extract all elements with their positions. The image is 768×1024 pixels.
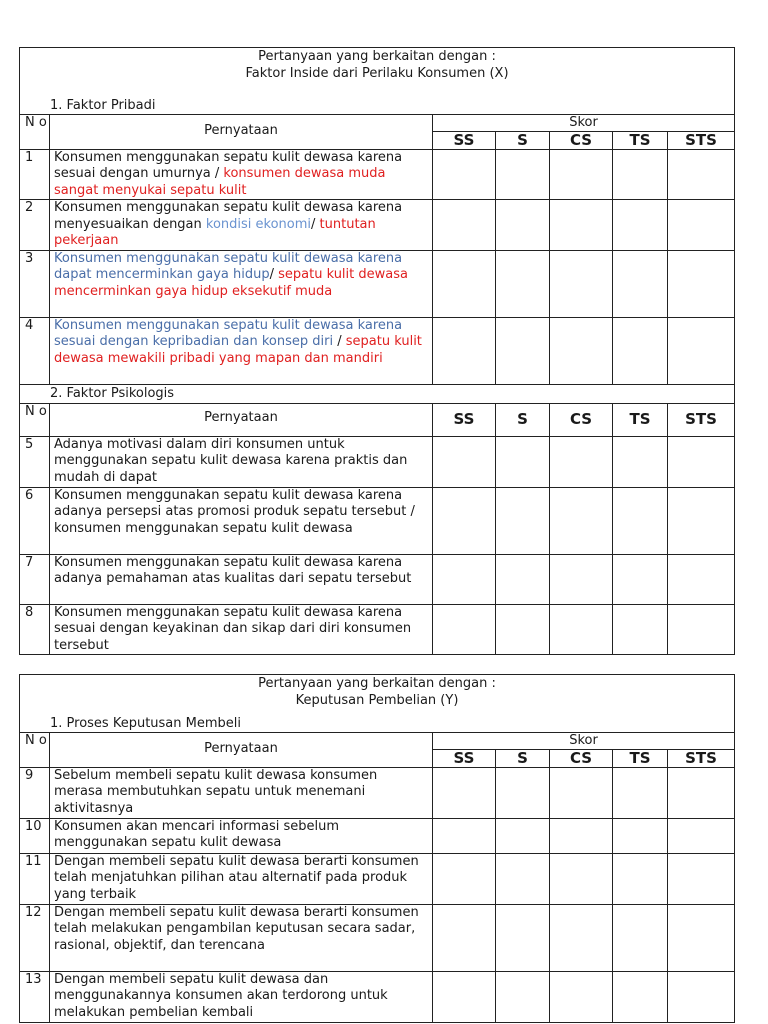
statement-text <box>50 904 433 971</box>
score-cell-ss[interactable] <box>433 971 496 1022</box>
score-cell-ss[interactable] <box>433 149 496 200</box>
score-cell-ts[interactable] <box>613 487 668 554</box>
col-header-statement: Pernyataan <box>50 403 433 436</box>
score-cell-ts[interactable] <box>613 250 668 317</box>
table-x <box>19 47 735 655</box>
scale-header-ss: SS <box>433 403 496 436</box>
row-number: 7 <box>20 554 50 604</box>
score-cell-sts[interactable] <box>668 818 735 853</box>
score-cell-cs[interactable] <box>550 436 613 487</box>
score-cell-sts[interactable] <box>668 200 735 251</box>
score-cell-ts[interactable] <box>613 317 668 384</box>
statement-segment: tuntutan pekerjaan <box>54 216 376 248</box>
statement-segment: / <box>311 216 320 232</box>
table-row <box>20 971 735 1022</box>
statement-text <box>50 853 433 904</box>
table-row <box>20 853 735 904</box>
row-number: 9 <box>20 767 50 818</box>
score-cell-ts[interactable] <box>613 554 668 604</box>
score-cell-s[interactable] <box>496 604 550 655</box>
table-row <box>20 250 735 317</box>
statement-segment: Konsumen menggunakan sepatu kulit dewasa karena dapat mencerminkan gaya hidup <box>54 250 403 282</box>
scale-header-cs: CS <box>550 131 613 149</box>
score-cell-cs[interactable] <box>550 317 613 384</box>
score-cell-s[interactable] <box>496 818 550 853</box>
score-cell-s[interactable] <box>496 149 550 200</box>
scale-header-cs: CS <box>550 403 613 436</box>
statement-segment: sepatu kulit dewasa mencerminkan gaya hidup eksekutif muda <box>54 267 408 299</box>
score-cell-cs[interactable] <box>550 200 613 251</box>
row-number: 3 <box>20 250 50 317</box>
row-number: 8 <box>20 604 50 655</box>
score-cell-s[interactable] <box>496 767 550 818</box>
score-cell-ss[interactable] <box>433 436 496 487</box>
score-cell-ss[interactable] <box>433 487 496 554</box>
statement-segment: / <box>269 267 279 282</box>
statement-text <box>50 818 433 853</box>
table-row <box>20 818 735 853</box>
statement-segment: Konsumen menggunakan sepatu kulit dewasa karena adanya persepsi atas promosi produk sepatu tersebut / konsumen menggunakan sepatu kulit dewasa <box>54 487 415 536</box>
table-row <box>20 904 735 971</box>
scale-header-s: S <box>496 131 550 149</box>
score-cell-ss[interactable] <box>433 250 496 317</box>
row-number: 6 <box>20 487 50 554</box>
statement-segment: / <box>333 334 346 349</box>
score-cell-s[interactable] <box>496 554 550 604</box>
score-cell-cs[interactable] <box>550 818 613 853</box>
score-cell-sts[interactable] <box>668 250 735 317</box>
score-cell-sts[interactable] <box>668 904 735 971</box>
statement-segment: Konsumen menggunakan sepatu kulit dewasa karena sesuai dengan kepribadian dan konsep diri <box>54 317 403 349</box>
row-number: 1 <box>20 149 50 200</box>
score-cell-cs[interactable] <box>550 250 613 317</box>
row-number: 10 <box>20 818 50 853</box>
table-row <box>20 554 735 604</box>
score-cell-ss[interactable] <box>433 904 496 971</box>
col-header-statement: Pernyataan <box>50 114 433 149</box>
questionnaire-table-x <box>19 47 734 655</box>
statement-segment: Adanya motivasi dalam diri konsumen untuk menggunakan sepatu kulit dewasa karena praktis dan mudah di dapat <box>54 436 408 485</box>
score-cell-ts[interactable] <box>613 971 668 1022</box>
scale-header-ts: TS <box>613 749 668 767</box>
statement-text <box>50 149 433 200</box>
score-cell-ts[interactable] <box>613 767 668 818</box>
section-heading: 1. Proses Keputusan Membeli <box>20 715 735 733</box>
score-cell-cs[interactable] <box>550 149 613 200</box>
title-line-1: Pertanyaan yang berkaitan dengan : <box>258 49 496 64</box>
row-number: 5 <box>20 436 50 487</box>
statement-segment: konsumen dewasa muda sangat menyukai sepatu kulit <box>54 166 386 198</box>
score-cell-sts[interactable] <box>668 604 735 655</box>
scale-header-ts: TS <box>613 403 668 436</box>
statement-segment: Sebelum membeli sepatu kulit dewasa konsumen merasa membutuhkan sepatu untuk menemani aktivitasnya <box>54 767 378 816</box>
statement-segment: Konsumen akan mencari informasi sebelum menggunakan sepatu kulit dewasa <box>54 818 340 850</box>
table-row <box>20 487 735 554</box>
statement-segment: Dengan membeli sepatu kulit dewasa berarti konsumen telah melakukan pengambilan keputusan secara sadar, rasional, objektif, dan terencana <box>54 904 419 953</box>
statement-segment: Konsumen menggunakan sepatu kulit dewasa karena adanya pemahaman atas kualitas dari sepatu tersebut <box>54 554 412 586</box>
score-cell-ss[interactable] <box>433 317 496 384</box>
score-cell-sts[interactable] <box>668 554 735 604</box>
score-cell-sts[interactable] <box>668 149 735 200</box>
score-cell-ss[interactable] <box>433 554 496 604</box>
score-cell-cs[interactable] <box>550 971 613 1022</box>
scale-header-ss: SS <box>433 749 496 767</box>
col-header-no: N o <box>20 732 50 767</box>
score-cell-s[interactable] <box>496 487 550 554</box>
score-cell-ts[interactable] <box>613 200 668 251</box>
col-header-no: N o <box>20 114 50 149</box>
table-title <box>20 48 735 97</box>
score-cell-ts[interactable] <box>613 149 668 200</box>
score-cell-ts[interactable] <box>613 604 668 655</box>
statement-text <box>50 317 433 384</box>
score-cell-cs[interactable] <box>550 554 613 604</box>
score-cell-sts[interactable] <box>668 487 735 554</box>
statement-text <box>50 767 433 818</box>
statement-segment: Konsumen menggunakan sepatu kulit dewasa karena menyesuaikan dengan <box>54 200 403 232</box>
title-line-2: Faktor Inside dari Perilaku Konsumen (X) <box>245 65 509 81</box>
col-header-statement: Pernyataan <box>50 732 433 767</box>
statement-text <box>50 487 433 554</box>
score-cell-sts[interactable] <box>668 971 735 1022</box>
score-cell-sts[interactable] <box>668 317 735 384</box>
statement-segment: Dengan membeli sepatu kulit dewasa dan menggunakannya konsumen akan terdorong untuk melakukan pembelian kembali <box>54 971 388 1020</box>
scale-header-s: S <box>496 749 550 767</box>
score-cell-cs[interactable] <box>550 767 613 818</box>
score-cell-cs[interactable] <box>550 487 613 554</box>
statement-text <box>50 971 433 1022</box>
statement-text <box>50 200 433 251</box>
score-cell-s[interactable] <box>496 200 550 251</box>
statement-segment: Konsumen menggunakan sepatu kulit dewasa karena sesuai dengan umurnya / <box>54 149 403 181</box>
score-cell-ss[interactable] <box>433 200 496 251</box>
questionnaire-table-y <box>19 674 734 1023</box>
col-header-no: N o <box>20 403 50 436</box>
scale-header-sts: STS <box>668 131 735 149</box>
row-number: 13 <box>20 971 50 1022</box>
score-cell-s[interactable] <box>496 971 550 1022</box>
title-line-1: Pertanyaan yang berkaitan dengan : <box>258 676 496 691</box>
col-header-score: Skor <box>433 114 735 131</box>
score-cell-sts[interactable] <box>668 767 735 818</box>
scale-header-ts: TS <box>613 131 668 149</box>
section-heading: 2. Faktor Psikologis <box>20 384 735 403</box>
score-cell-s[interactable] <box>496 317 550 384</box>
score-cell-ts[interactable] <box>613 436 668 487</box>
scale-header-sts: STS <box>668 749 735 767</box>
statement-text <box>50 604 433 655</box>
score-cell-ts[interactable] <box>613 904 668 971</box>
score-cell-ss[interactable] <box>433 853 496 904</box>
statement-segment: sepatu kulit dewasa mewakili pribadi yang mapan dan mandiri <box>54 334 422 366</box>
score-cell-sts[interactable] <box>668 436 735 487</box>
row-number: 4 <box>20 317 50 384</box>
col-header-score: Skor <box>433 732 735 749</box>
row-number: 12 <box>20 904 50 971</box>
statement-text <box>50 554 433 604</box>
score-cell-ts[interactable] <box>613 818 668 853</box>
scale-header-sts: STS <box>668 403 735 436</box>
scale-header-ss: SS <box>433 131 496 149</box>
statement-text <box>50 436 433 487</box>
score-cell-cs[interactable] <box>550 904 613 971</box>
table-row <box>20 767 735 818</box>
score-cell-s[interactable] <box>496 853 550 904</box>
table-title <box>20 675 735 715</box>
score-cell-s[interactable] <box>496 436 550 487</box>
score-cell-cs[interactable] <box>550 604 613 655</box>
row-number: 2 <box>20 200 50 251</box>
table-row <box>20 200 735 251</box>
score-cell-s[interactable] <box>496 904 550 971</box>
statement-segment: Konsumen menggunakan sepatu kulit dewasa karena sesuai dengan keyakinan dan sikap dari diri konsumen tersebut <box>54 604 412 653</box>
statement-text <box>50 250 433 317</box>
scale-header-cs: CS <box>550 749 613 767</box>
score-cell-ts[interactable] <box>613 853 668 904</box>
statement-segment: kondisi ekonomi <box>205 216 312 232</box>
section-heading: 1. Faktor Pribadi <box>20 97 735 115</box>
score-cell-s[interactable] <box>496 250 550 317</box>
score-cell-ss[interactable] <box>433 818 496 853</box>
statement-segment: Dengan membeli sepatu kulit dewasa berarti konsumen telah menjatuhkan pilihan atau alternatif pada produk yang terbaik <box>54 853 419 902</box>
row-number: 11 <box>20 853 50 904</box>
score-cell-sts[interactable] <box>668 853 735 904</box>
title-line-2: Keputusan Pembelian (Y) <box>295 692 459 708</box>
scale-header-s: S <box>496 403 550 436</box>
table-row <box>20 436 735 487</box>
table-row <box>20 317 735 384</box>
score-cell-cs[interactable] <box>550 853 613 904</box>
score-cell-ss[interactable] <box>433 767 496 818</box>
table-y <box>19 674 735 1023</box>
score-cell-ss[interactable] <box>433 604 496 655</box>
table-row <box>20 604 735 655</box>
table-row <box>20 149 735 200</box>
